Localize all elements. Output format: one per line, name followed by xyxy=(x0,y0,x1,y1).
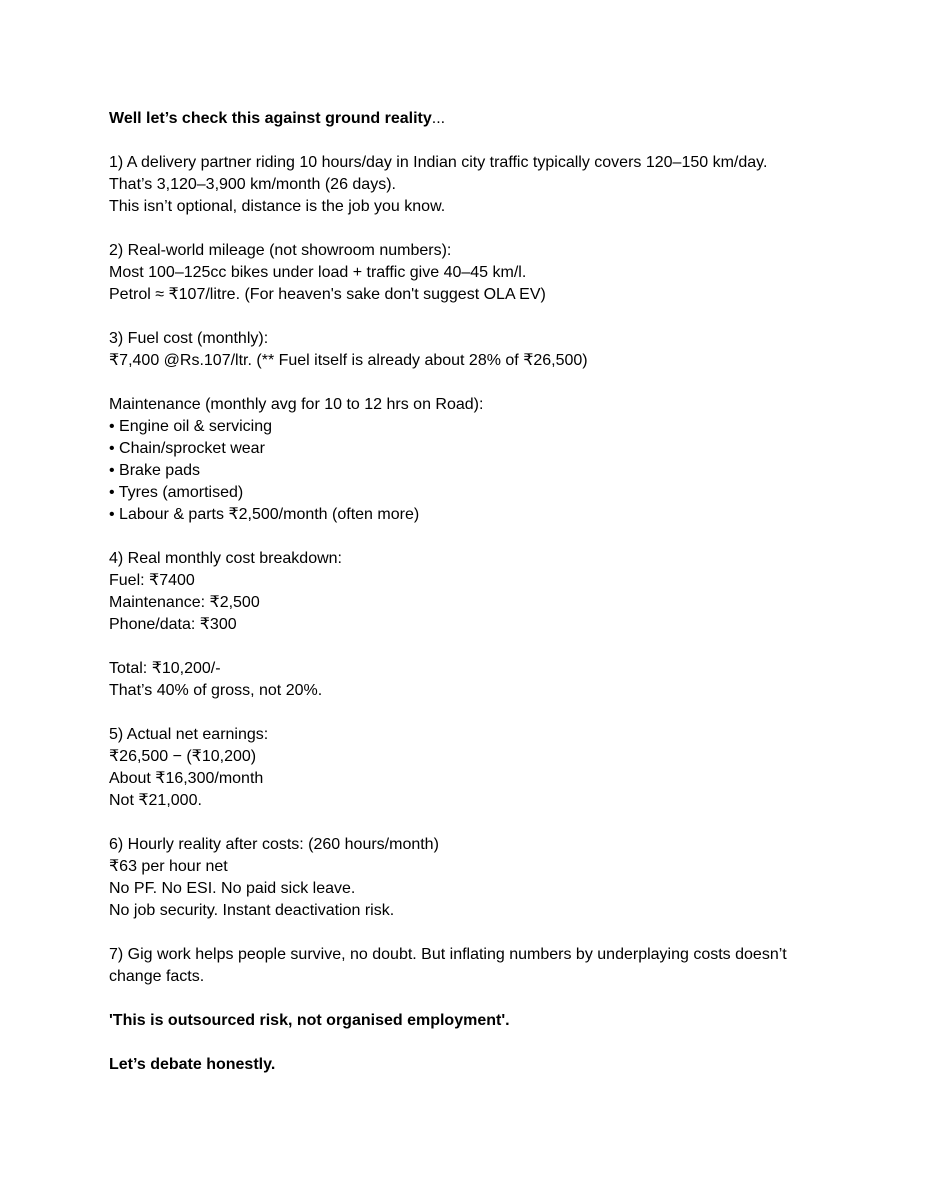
maintenance-item: • Brake pads xyxy=(109,462,200,479)
section5-line2: ₹26,500 − (₹10,200) xyxy=(109,748,257,765)
spacer xyxy=(109,1032,849,1054)
cost-fuel: Fuel: ₹7400 xyxy=(109,572,195,589)
spacer xyxy=(109,372,849,394)
cost-maintenance: Maintenance: ₹2,500 xyxy=(109,594,260,611)
section2-line3: Petrol ≈ ₹107/litre. (For heaven's sake don't suggest OLA EV) xyxy=(109,286,546,303)
maintenance-item: • Tyres (amortised) xyxy=(109,484,244,501)
spacer xyxy=(109,988,849,1010)
maintenance-item: • Engine oil & servicing xyxy=(109,418,273,435)
spacer xyxy=(109,218,849,240)
section6-line2: ₹63 per hour net xyxy=(109,858,228,875)
section4-line1: 4) Real monthly cost breakdown: xyxy=(109,550,342,567)
cost-total: Total: ₹10,200/- xyxy=(109,660,221,677)
section6-line3: No PF. No ESI. No paid sick leave. xyxy=(109,880,356,897)
section3-line1: 3) Fuel cost (monthly): xyxy=(109,330,269,347)
closing-debate: Let’s debate honestly. xyxy=(109,1056,276,1073)
spacer xyxy=(109,702,849,724)
spacer xyxy=(109,306,849,328)
document-body xyxy=(109,108,849,1076)
spacer xyxy=(109,812,849,834)
cost-share: That’s 40% of gross, not 20%. xyxy=(109,682,323,699)
cost-phone: Phone/data: ₹300 xyxy=(109,616,237,633)
section2-line2: Most 100–125cc bikes under load + traffic give 40–45 km/l. xyxy=(109,264,527,281)
section5-line4: Not ₹21,000. xyxy=(109,792,202,809)
maintenance-item: • Labour & parts ₹2,500/month (often more) xyxy=(109,506,420,523)
section1-line3: This isn’t optional, distance is the job you know. xyxy=(109,198,446,215)
section2-line1: 2) Real-world mileage (not showroom numbers): xyxy=(109,242,452,259)
section6-line4: No job security. Instant deactivation risk. xyxy=(109,902,395,919)
maintenance-item: • Chain/sprocket wear xyxy=(109,440,265,457)
section6-line1: 6) Hourly reality after costs: (260 hours/month) xyxy=(109,836,439,853)
closing-quote: 'This is outsourced risk, not organised employment'. xyxy=(109,1012,510,1029)
intro-heading xyxy=(109,108,849,130)
spacer xyxy=(109,636,849,658)
section7-line2: change facts. xyxy=(109,968,205,985)
spacer xyxy=(109,130,849,152)
maintenance-title: Maintenance (monthly avg for 10 to 12 hrs on Road): xyxy=(109,396,484,413)
section7-line1: 7) Gig work helps people survive, no doubt. But inflating numbers by underplaying costs doesn’t xyxy=(109,946,787,963)
spacer xyxy=(109,922,849,944)
section1-line1: 1) A delivery partner riding 10 hours/day in Indian city traffic typically covers 120–150 km/day. xyxy=(109,154,768,171)
intro-heading-ellipsis: ... xyxy=(431,110,446,127)
section5-line3: About ₹16,300/month xyxy=(109,770,264,787)
section1-line2: That’s 3,120–3,900 km/month (26 days). xyxy=(109,176,396,193)
section5-line1: 5) Actual net earnings: xyxy=(109,726,269,743)
spacer xyxy=(109,526,849,548)
intro-heading-bold: Well let’s check this against ground reality xyxy=(109,110,432,127)
section3-line2: ₹7,400 @Rs.107/ltr. (** Fuel itself is already about 28% of ₹26,500) xyxy=(109,352,588,369)
